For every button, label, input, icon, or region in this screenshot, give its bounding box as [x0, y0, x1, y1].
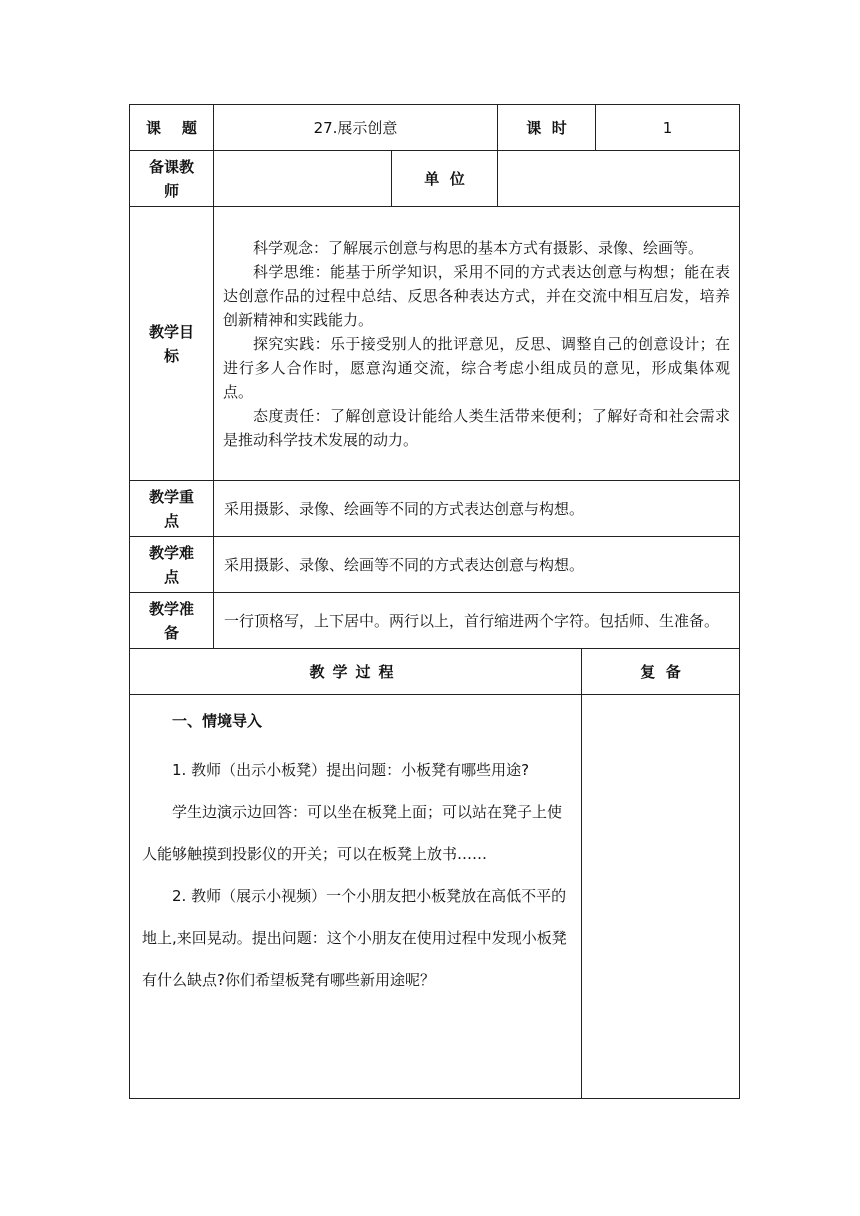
process-paragraph-1: 1. 教师（出示小板凳）提出问题：小板凳有哪些用途?	[172, 761, 530, 779]
difficulties-row	[130, 537, 740, 593]
teacher-label: 备课教师	[130, 151, 214, 207]
process-header-row	[130, 649, 740, 695]
topic-value: 27.展示创意	[214, 105, 498, 151]
key-points-label: 教学重点	[130, 481, 214, 537]
unit-label: 单 位	[392, 151, 498, 207]
preparation-label: 教学准备	[130, 593, 214, 649]
preparation-row	[130, 593, 740, 649]
teacher-value[interactable]	[214, 151, 392, 207]
unit-value[interactable]	[498, 151, 740, 207]
objective-science-thinking: 科学思维：能基于所学知识，采用不同的方式表达创意与构想；能在表达创意作品的过程中总结、反思各种表达方式，并在交流中相互启发，培养创新精神和实践能力。	[223, 262, 731, 329]
objectives-label: 教学目标	[130, 207, 214, 481]
process-paragraph-3: 2. 教师（展示小视频）一个小朋友把小板凳放在高低不平的地上,来回晃动。提出问题：这个小朋友在使用过程中发现小板凳有什么缺点?你们希望板凳有哪些新用途呢？	[142, 887, 567, 989]
process-content	[130, 695, 582, 1099]
review-content[interactable]	[582, 695, 740, 1099]
difficulties-label: 教学难点	[130, 537, 214, 593]
objective-inquiry-practice: 探究实践：乐于接受别人的批评意见，反思、调整自己的创意设计；在进行多人合作时，愿意沟通交流，综合考虑小组成员的意见，形成集体观点。	[223, 334, 731, 401]
objective-attitude: 态度责任：了解创意设计能给人类生活带来便利；了解好奇和社会需求是推动科学技术发展的动力。	[223, 406, 731, 449]
process-paragraph-2: 学生边演示边回答：可以坐在板凳上面；可以站在凳子上使人能够触摸到投影仪的开关；可以在板凳上放书……	[142, 803, 563, 863]
objectives-content	[214, 207, 740, 481]
key-points-text: 采用摄影、录像、绘画等不同的方式表达创意与构想。	[214, 481, 740, 537]
topic-label: 课 题	[130, 105, 214, 151]
teacher-row	[130, 151, 740, 207]
hours-label: 课 时	[498, 105, 596, 151]
objectives-row	[130, 207, 740, 481]
difficulties-text: 采用摄影、录像、绘画等不同的方式表达创意与构想。	[214, 537, 740, 593]
hours-value: 1	[596, 105, 740, 151]
topic-row	[130, 105, 740, 151]
section-title-intro: 一、情境导入	[172, 712, 263, 730]
process-body-row	[130, 695, 740, 1099]
key-points-row	[130, 481, 740, 537]
process-header: 教学过程	[130, 649, 582, 695]
review-header: 复 备	[582, 649, 740, 695]
preparation-text: 一行顶格写，上下居中。两行以上，首行缩进两个字符。包括师、生准备。	[214, 593, 740, 649]
objective-science-concept: 科学观念：了解展示创意与构思的基本方式有摄影、录像、绘画等。	[253, 238, 704, 257]
lesson-plan-table	[129, 104, 740, 1099]
